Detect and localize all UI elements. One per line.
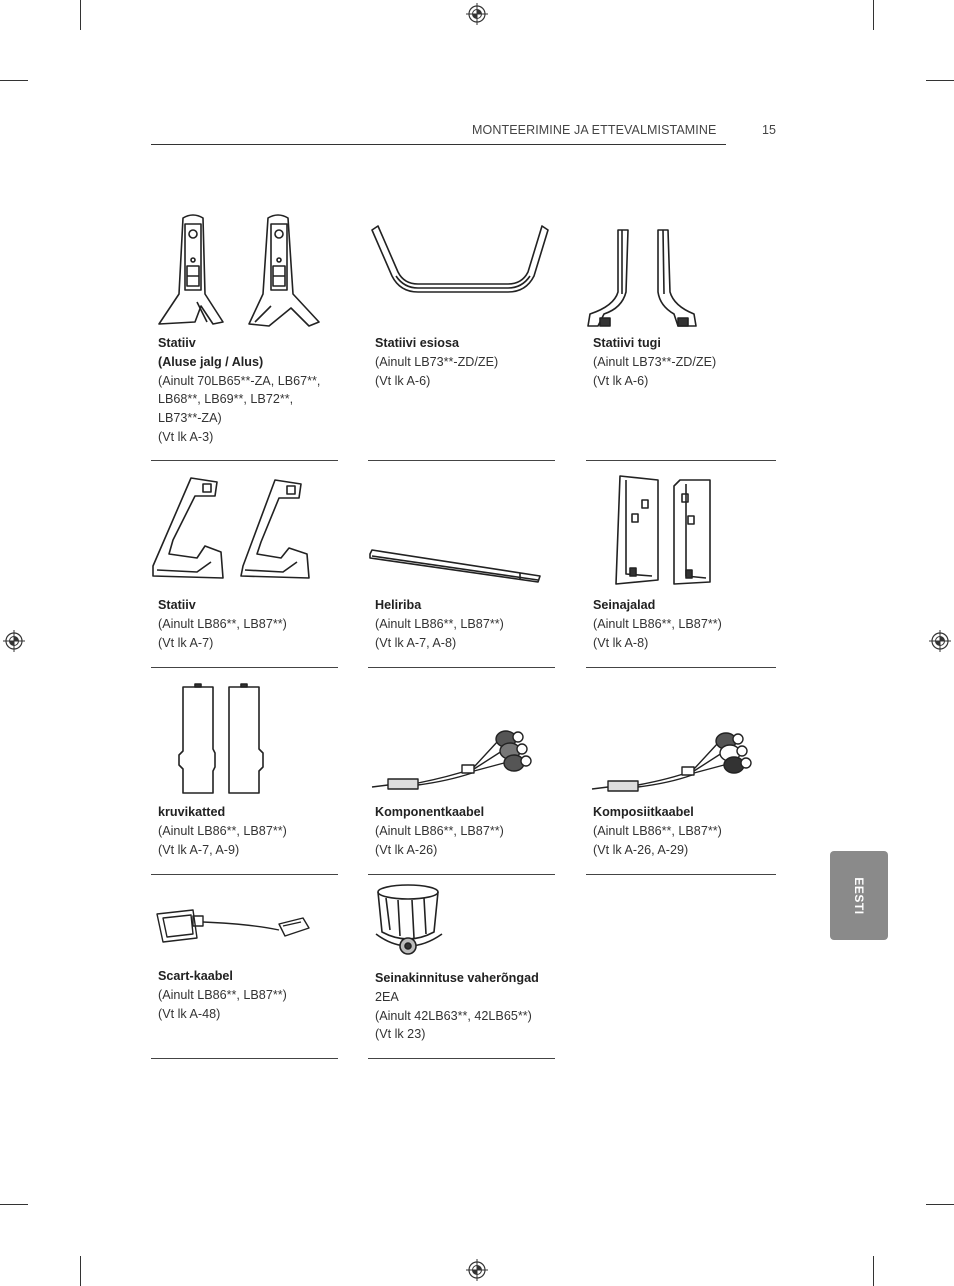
item-line: (Ainult LB86**, LB87**): [158, 616, 287, 631]
item-rule: [368, 667, 555, 668]
accessory-item-composite-cable: [586, 677, 776, 877]
item-line: (Vt lk A-7, A-8): [375, 635, 457, 650]
header-rule: [151, 144, 726, 145]
accessory-item-stand-front: [368, 210, 555, 462]
item-rule: [151, 1058, 338, 1059]
item-line: (Ainult LB86**, LB87**): [375, 823, 504, 838]
item-line: (Vt lk A-26): [375, 842, 438, 857]
crop-mark: [926, 1204, 954, 1205]
item-rule: [586, 667, 776, 668]
accessory-item-stand-support: [586, 210, 776, 462]
language-tab: [830, 851, 888, 940]
item-title: Seinakinnituse vaherõngad: [375, 971, 539, 985]
accessory-item-stand: [151, 470, 338, 670]
registration-mark-icon: [929, 630, 951, 652]
item-title: Scart-kaabel: [158, 969, 233, 983]
accessory-item-screw-covers: [151, 677, 338, 877]
soundbar-illustration: [368, 470, 555, 585]
wall-spacers-illustration: [368, 884, 555, 964]
registration-mark-icon: [466, 3, 488, 25]
item-line: (Ainult 42LB63**, 42LB65**): [375, 1008, 532, 1023]
item-title: Seinajalad: [593, 598, 656, 612]
item-line: LB68**, LB69**, LB72**,: [158, 392, 294, 407]
item-rule: [586, 460, 776, 461]
crop-mark: [0, 80, 28, 81]
item-line: (Ainult LB73**-ZD/ZE): [375, 354, 499, 369]
item-line: (Vt lk A-26, A-29): [593, 842, 689, 857]
crop-mark: [926, 80, 954, 81]
composite-cable-illustration: [586, 677, 776, 797]
item-title: Statiivi tugi: [593, 336, 661, 350]
item-line: (Ainult LB86**, LB87**): [593, 823, 722, 838]
item-line: (Ainult LB86**, LB87**): [593, 616, 722, 631]
item-line: (Vt lk A-3): [158, 429, 214, 444]
item-rule: [368, 1058, 555, 1059]
crop-mark: [80, 0, 81, 30]
item-line: (Vt lk A-48): [158, 1006, 221, 1021]
item-line: (Ainult LB86**, LB87**): [375, 616, 504, 631]
crop-mark: [0, 1204, 28, 1205]
item-line: (Vt lk A-7): [158, 635, 214, 650]
registration-mark-icon: [3, 630, 25, 652]
item-rule: [368, 874, 555, 875]
registration-mark-icon: [466, 1259, 488, 1281]
accessory-item-component-cable: [368, 677, 555, 877]
scart-cable-illustration: [151, 884, 338, 964]
item-rule: [151, 874, 338, 875]
item-title: Heliriba: [375, 598, 422, 612]
item-rule: [151, 460, 338, 461]
item-line: LB73**-ZA): [158, 411, 222, 426]
item-line: (Ainult 70LB65**-ZA, LB67**,: [158, 373, 321, 388]
item-rule: [151, 667, 338, 668]
item-subtitle: (Aluse jalg / Alus): [158, 354, 264, 369]
item-title: Komponentkaabel: [375, 805, 485, 819]
item-line: (Vt lk A-6): [375, 373, 431, 388]
item-line: (Ainult LB73**-ZD/ZE): [593, 354, 717, 369]
item-title: kruvikatted: [158, 805, 226, 819]
item-rule: [368, 460, 555, 461]
item-line: (Vt lk 23): [375, 1027, 426, 1042]
item-title: Statiivi esiosa: [375, 336, 459, 350]
item-line: 2EA: [375, 989, 399, 1004]
accessory-item-soundbar: [368, 470, 555, 670]
crop-mark: [873, 1256, 874, 1286]
item-line: (Vt lk A-8): [593, 635, 649, 650]
item-rule: [586, 874, 776, 875]
accessory-item-scart-cable: [151, 884, 338, 1064]
crop-mark: [873, 0, 874, 30]
item-line: (Vt lk A-7, A-9): [158, 842, 240, 857]
wall-brackets-illustration: [586, 470, 776, 590]
stand-support-illustration: [586, 210, 776, 330]
crop-mark: [80, 1256, 81, 1286]
accessory-item-wall-spacers: [368, 884, 555, 1064]
item-line: (Ainult LB86**, LB87**): [158, 987, 287, 1002]
component-cable-illustration: [368, 677, 555, 797]
item-line: (Vt lk A-6): [593, 373, 649, 388]
item-title: Statiiv: [158, 598, 196, 612]
accessory-item-wall-brackets: [586, 470, 776, 670]
page-number: 15: [762, 123, 776, 137]
item-line: (Ainult LB86**, LB87**): [158, 823, 287, 838]
screw-covers-illustration: [151, 677, 338, 797]
stand-base-illustration: [151, 210, 338, 330]
item-title: Statiiv: [158, 336, 196, 350]
stand-illustration: [151, 470, 338, 585]
item-title: Komposiitkaabel: [593, 805, 694, 819]
running-header-title: MONTEERIMINE JA ETTEVALMISTAMINE: [472, 123, 717, 137]
accessory-item-stand-base: [151, 210, 338, 462]
stand-front-illustration: [368, 210, 555, 330]
language-tab-label: EESTI: [852, 876, 866, 915]
